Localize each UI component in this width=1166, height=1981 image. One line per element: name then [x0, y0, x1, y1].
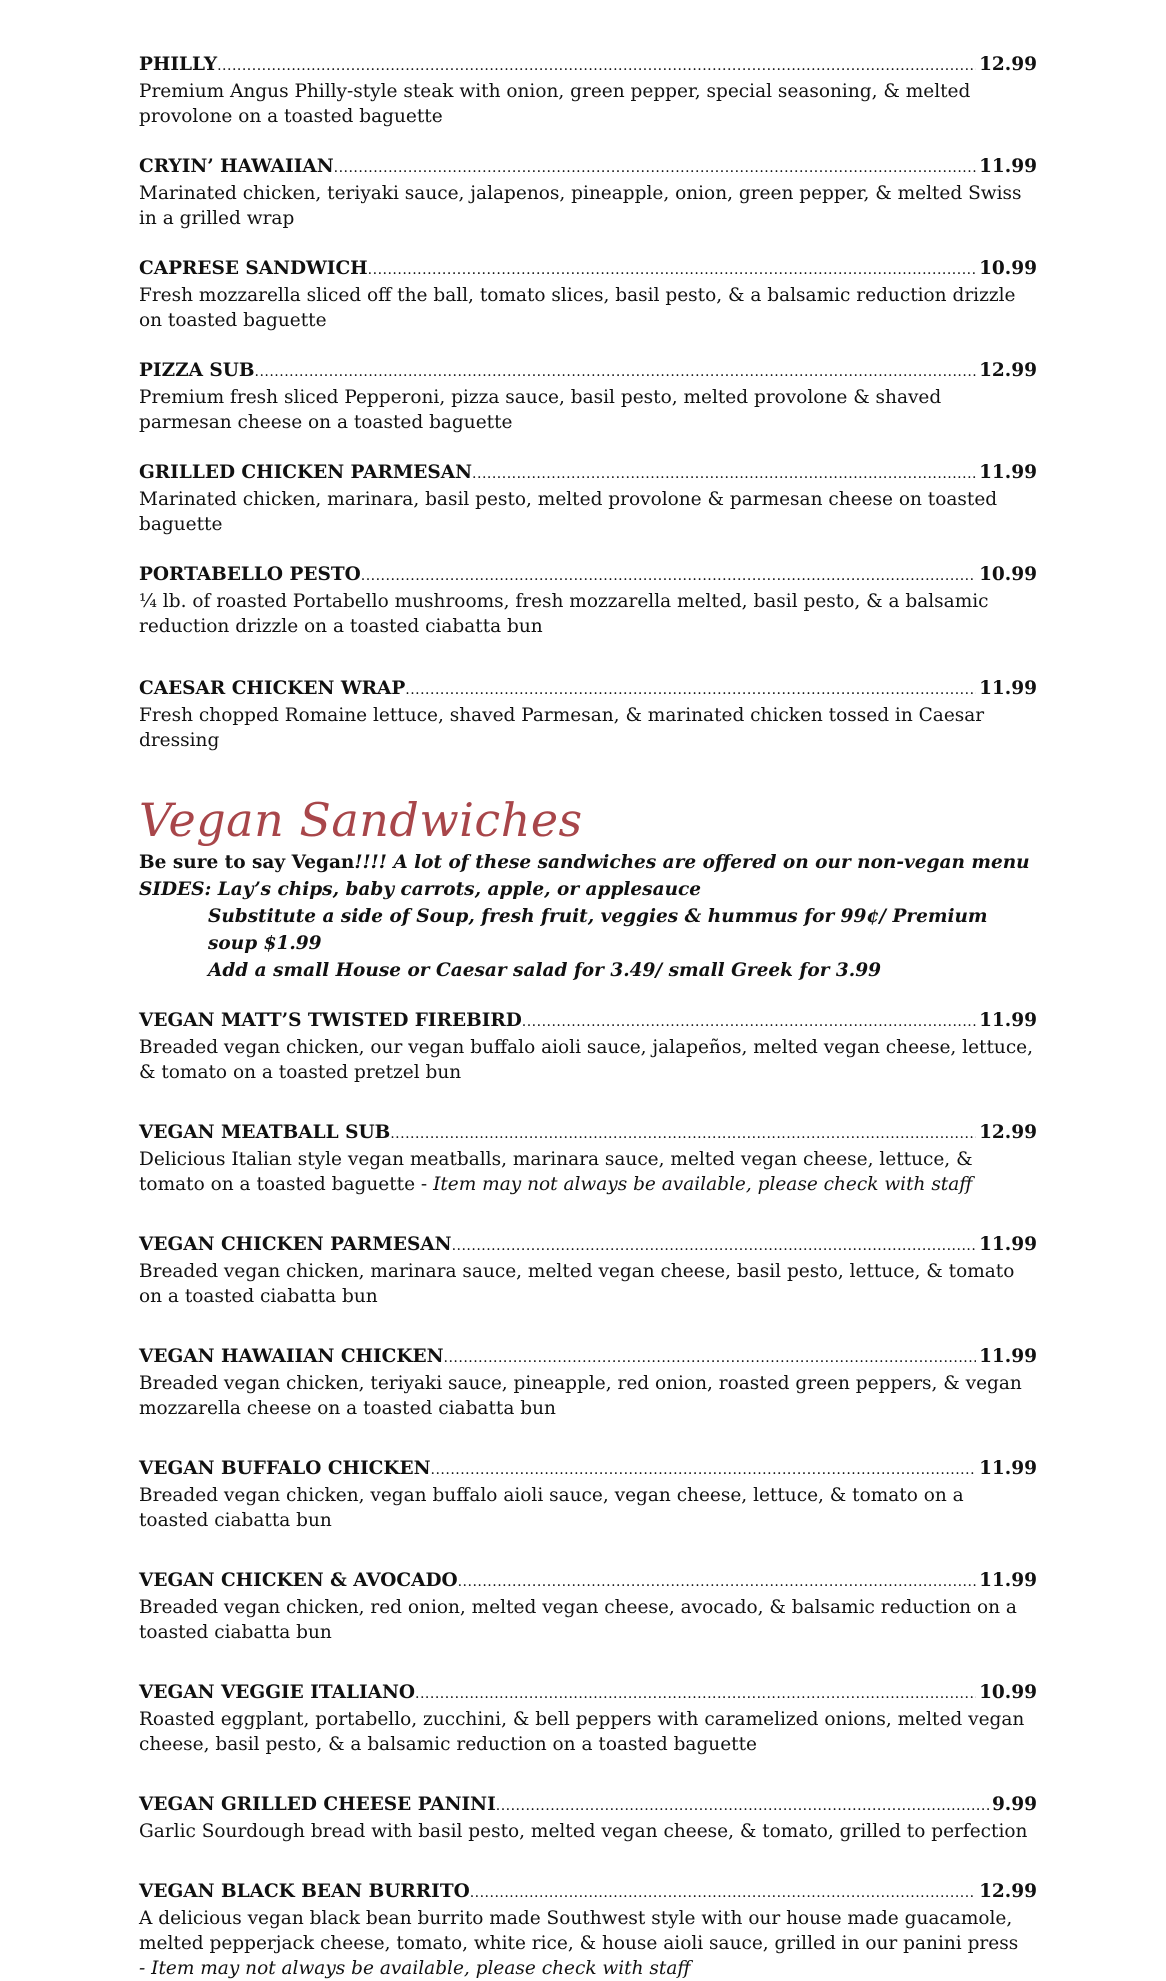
item-name: CAPRESE SANDWICH — [139, 258, 368, 279]
menu-item — [139, 1680, 1037, 1757]
dot-leader — [496, 1794, 989, 1819]
item-description: Breaded vegan chicken, teriyaki sauce, pineapple, red onion, roasted green peppers, & vegan mozzarella cheese on a toasted ciabatta bun — [139, 1373, 1022, 1419]
item-description: A delicious vegan black bean burrito made Southwest style with our house made guacamole, melted pepperjack cheese, tomato, white rice, & house aioli sauce, grilled in our panini press — [139, 1908, 1019, 1954]
item-name: VEGAN BLACK BEAN BURRITO — [139, 1881, 470, 1902]
item-name: VEGAN MEATBALL SUB — [139, 1122, 391, 1143]
dot-leader — [415, 1682, 976, 1707]
item-price: 12.99 — [979, 1122, 1037, 1143]
dot-leader — [217, 54, 976, 79]
item-name: GRILLED CHICKEN PARMESAN — [139, 462, 473, 483]
item-price: 10.99 — [979, 258, 1037, 279]
item-description — [139, 1147, 1037, 1197]
intro-bold: Be sure to say Vegan — [139, 852, 355, 873]
description-text: Delicious Italian style vegan meatballs, marinara sauce, melted vegan cheese, lettuce, & tomato on a toasted baguette - — [139, 1149, 973, 1195]
dot-leader — [405, 678, 976, 703]
menu-item — [139, 1879, 1037, 1981]
menu-item — [139, 1344, 1037, 1421]
dot-leader — [368, 258, 976, 283]
item-name: PIZZA SUB — [139, 360, 255, 381]
item-name: PHILLY — [139, 54, 218, 75]
item-name: CRYIN’ HAWAIIAN — [139, 156, 334, 177]
item-name: PORTABELLO PESTO — [139, 564, 361, 585]
menu-item — [139, 676, 1037, 753]
menu-item — [139, 1120, 1037, 1197]
dot-leader — [472, 462, 976, 487]
dot-leader — [452, 1234, 976, 1259]
availability-note: Item may not always be available, please check with staff — [433, 1174, 973, 1195]
dot-leader — [522, 1010, 976, 1035]
menu-item — [139, 1568, 1037, 1645]
menu-item — [139, 1792, 1037, 1844]
availability-note: - Item may not always be available, please check with staff — [139, 1958, 691, 1979]
dot-leader — [470, 1881, 976, 1906]
menu-item — [139, 154, 1037, 231]
item-description: Breaded vegan chicken, vegan buffalo aioli sauce, vegan cheese, lettuce, & tomato on a toasted ciabatta bun — [139, 1485, 964, 1531]
item-description: ¼ lb. of roasted Portabello mushrooms, fresh mozzarella melted, basil pesto, & a balsamic reduction drizzle on a toasted ciabatta bun — [139, 591, 989, 637]
item-price: 11.99 — [979, 678, 1037, 699]
dot-leader — [458, 1570, 976, 1595]
item-name: VEGAN CHICKEN & AVOCADO — [139, 1570, 458, 1591]
item-name: CAESAR CHICKEN WRAP — [139, 678, 406, 699]
item-description: Premium fresh sliced Pepperoni, pizza sauce, basil pesto, melted provolone & shaved parmesan cheese on a toasted baguette — [139, 387, 942, 433]
item-description: Breaded vegan chicken, our vegan buffalo aioli sauce, jalapeños, melted vegan cheese, lettuce, & tomato on a toasted pretzel bun — [139, 1037, 1034, 1083]
intro-italic: !!!! A lot of these sandwiches are offered on our non-vegan menu — [354, 852, 1030, 873]
item-price: 12.99 — [979, 1881, 1037, 1902]
menu-page — [139, 52, 1037, 1981]
item-name: VEGAN CHICKEN PARMESAN — [139, 1234, 452, 1255]
item-description: Premium Angus Philly-style steak with onion, green pepper, special seasoning, & melted provolone on a toasted baguette — [139, 81, 971, 127]
item-description: Fresh chopped Romaine lettuce, shaved Parmesan, & marinated chicken tossed in Caesar dressing — [139, 705, 985, 751]
menu-item — [139, 358, 1037, 435]
substitute-line: Substitute a side of Soup, fresh fruit, veggies & hummus for 99¢/ Premium soup $1.99 — [208, 906, 988, 954]
dot-leader — [361, 564, 976, 589]
item-price: 11.99 — [979, 1570, 1037, 1591]
menu-item — [139, 52, 1037, 129]
item-price: 9.99 — [991, 1794, 1037, 1815]
item-price: 11.99 — [979, 1234, 1037, 1255]
item-price: 11.99 — [979, 1010, 1037, 1031]
vegan-intro — [139, 849, 1037, 984]
item-description: Garlic Sourdough bread with basil pesto, melted vegan cheese, & tomato, grilled to perfection — [139, 1821, 1028, 1842]
item-description: Fresh mozzarella sliced off the ball, tomato slices, basil pesto, & a balsamic reduction drizzle on toasted baguette — [139, 285, 1016, 331]
item-description: Roasted eggplant, portabello, zucchini, & bell peppers with caramelized onions, melted vegan cheese, basil pesto, & a balsamic reduction on a toasted baguette — [139, 1709, 1025, 1755]
item-name: VEGAN BUFFALO CHICKEN — [139, 1458, 431, 1479]
dot-leader — [444, 1346, 977, 1371]
dot-leader — [431, 1458, 977, 1483]
item-name: VEGAN VEGGIE ITALIANO — [139, 1682, 416, 1703]
item-price: 11.99 — [979, 1346, 1037, 1367]
dot-leader — [334, 156, 976, 181]
item-description: Marinated chicken, teriyaki sauce, jalapenos, pineapple, onion, green pepper, & melted Swiss in a grilled wrap — [139, 183, 1022, 229]
item-price: 11.99 — [979, 462, 1037, 483]
item-name: VEGAN MATT’S TWISTED FIREBIRD — [139, 1010, 522, 1031]
item-price: 11.99 — [979, 156, 1037, 177]
item-name: VEGAN GRILLED CHEESE PANINI — [139, 1794, 496, 1815]
item-description: Marinated chicken, marinara, basil pesto, melted provolone & parmesan cheese on toasted baguette — [139, 489, 998, 535]
menu-item — [139, 460, 1037, 537]
sides-line: SIDES: Lay’s chips, baby carrots, apple, or applesauce — [139, 879, 702, 900]
item-price: 11.99 — [979, 1458, 1037, 1479]
item-description: Breaded vegan chicken, marinara sauce, melted vegan cheese, basil pesto, lettuce, & tomato on a toasted ciabatta bun — [139, 1261, 1015, 1307]
menu-item — [139, 1008, 1037, 1085]
menu-item — [139, 1232, 1037, 1309]
menu-item — [139, 256, 1037, 333]
section-title-vegan: Vegan Sandwiches — [139, 793, 583, 847]
dot-leader — [255, 360, 977, 385]
item-description: Breaded vegan chicken, red onion, melted vegan cheese, avocado, & balsamic reduction on a toasted ciabatta bun — [139, 1597, 1017, 1643]
add-salad-line: Add a small House or Caesar salad for 3.49/ small Greek for 3.99 — [208, 960, 881, 981]
item-name: VEGAN HAWAIIAN CHICKEN — [139, 1346, 444, 1367]
dot-leader — [390, 1122, 976, 1147]
item-price: 12.99 — [979, 54, 1037, 75]
item-price: 12.99 — [979, 360, 1037, 381]
menu-item — [139, 562, 1037, 639]
item-price: 10.99 — [979, 564, 1037, 585]
item-price: 10.99 — [979, 1682, 1037, 1703]
menu-item — [139, 1456, 1037, 1533]
